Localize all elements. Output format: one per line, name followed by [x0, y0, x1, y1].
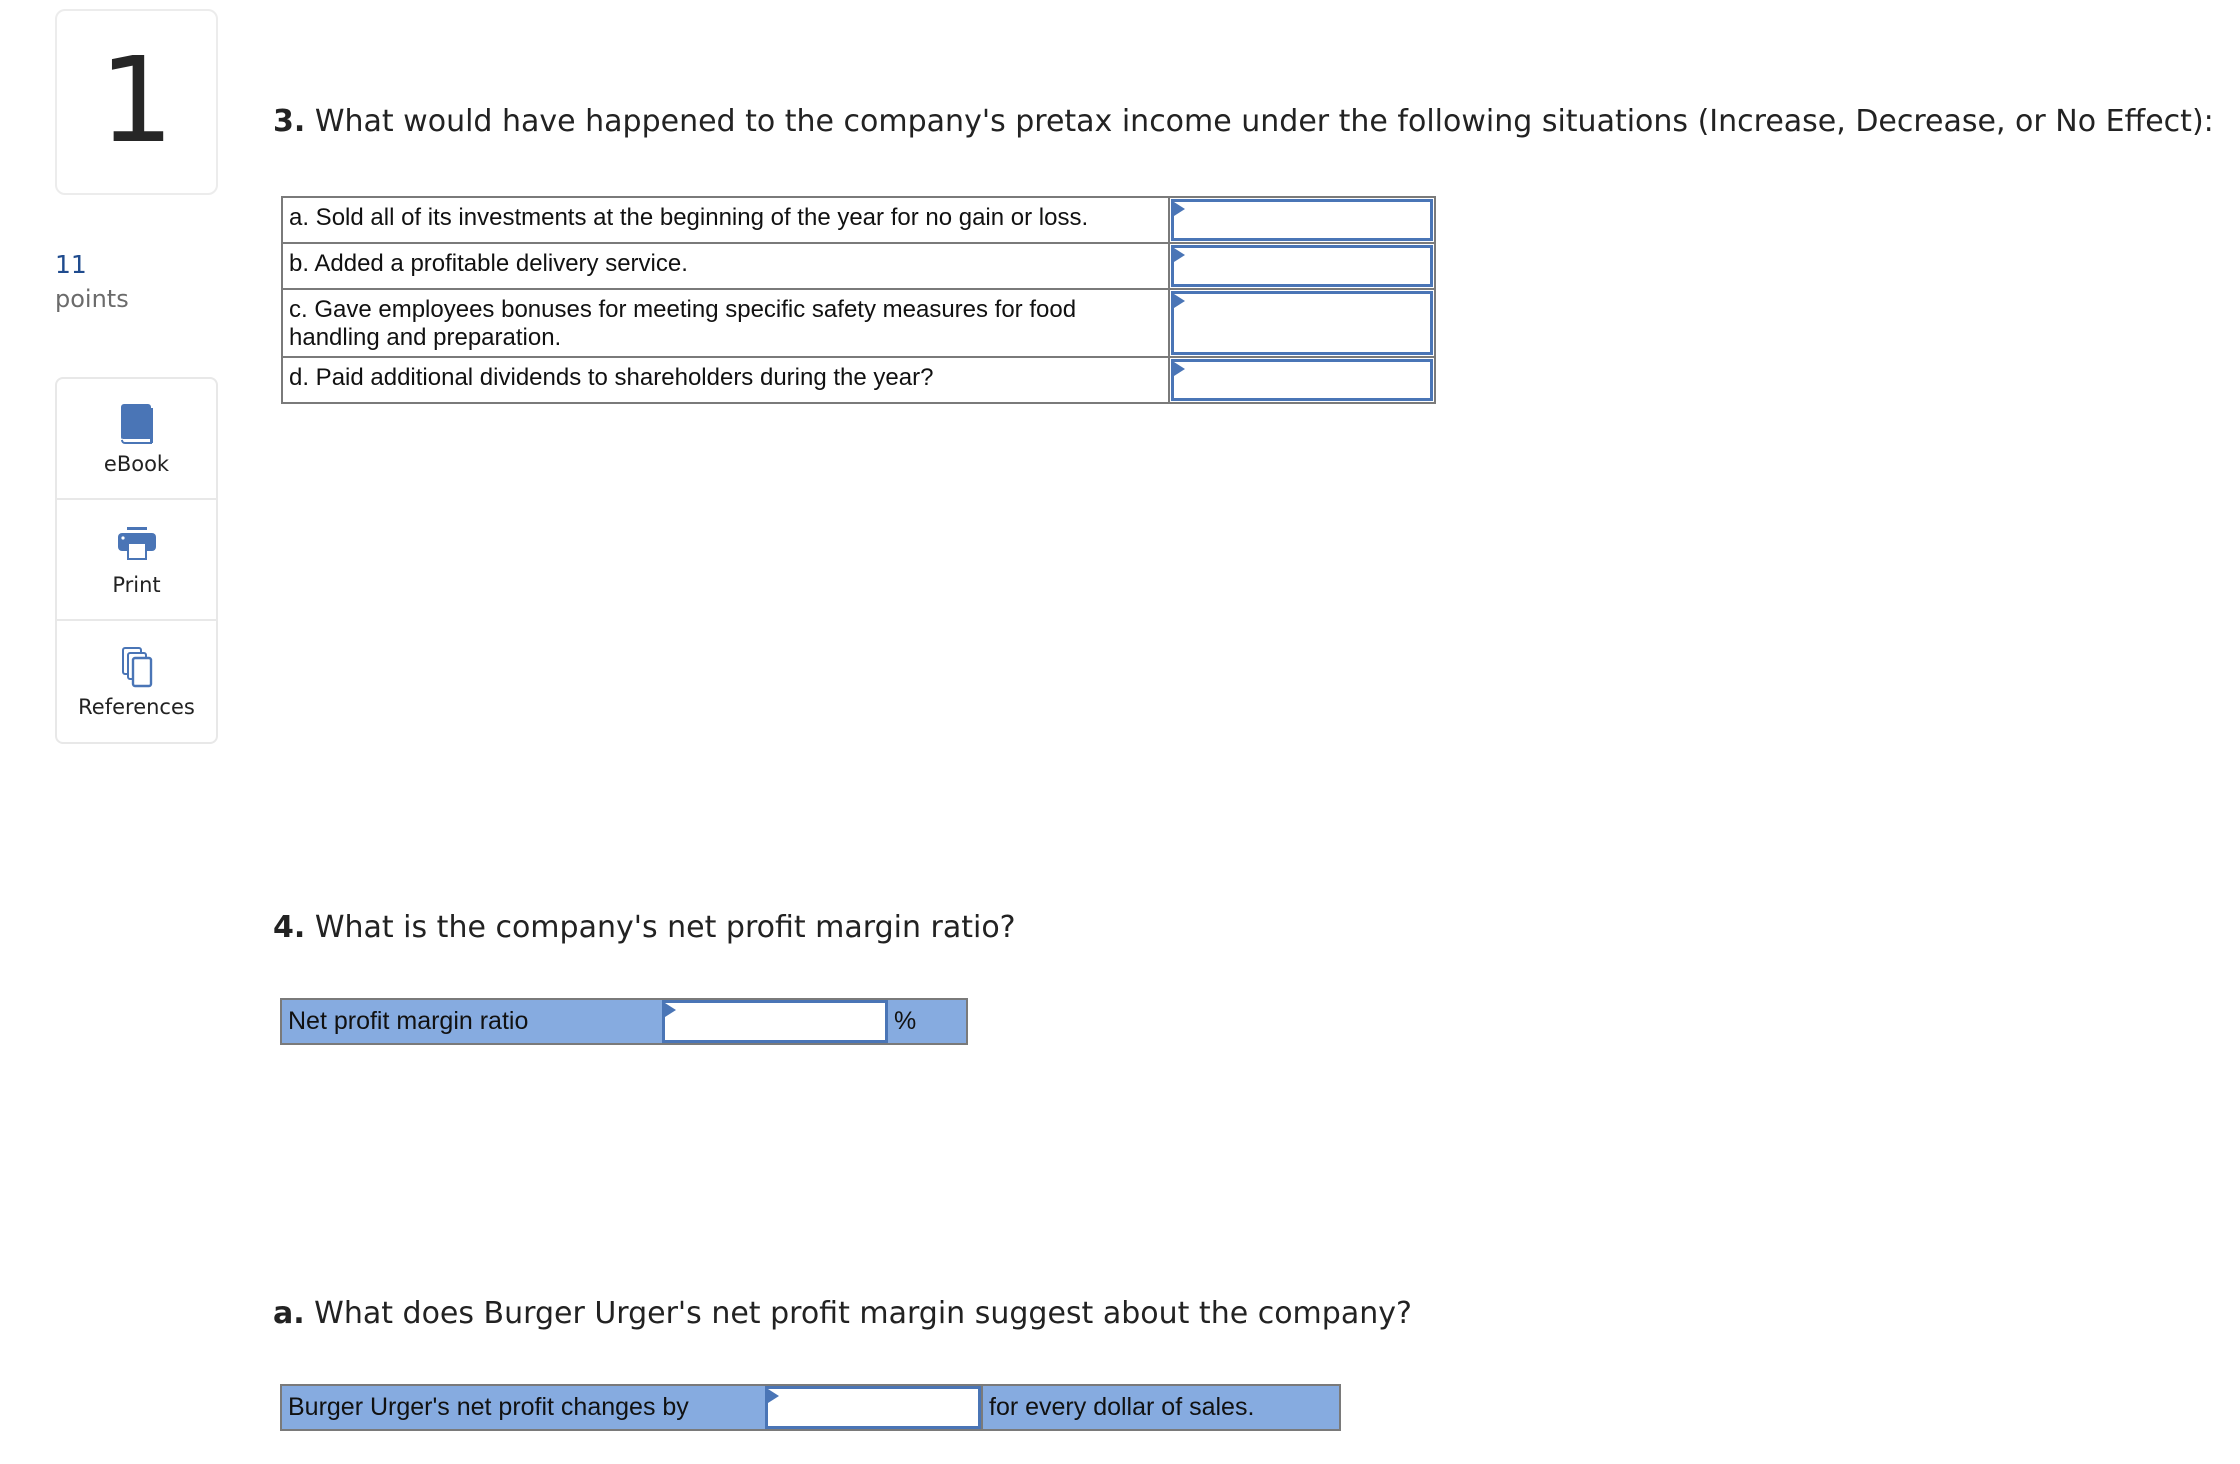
- q4-number: 4.: [273, 910, 306, 945]
- net-profit-change-suffix: for every dollar of sales.: [981, 1386, 1339, 1429]
- net-profit-margin-label: Net profit margin ratio: [288, 1007, 529, 1035]
- q3-heading: [273, 104, 2214, 139]
- q4-heading: [273, 910, 1016, 945]
- dropdown-indicator-icon: [1174, 362, 1185, 376]
- situation-c-dropdown[interactable]: [1171, 291, 1433, 355]
- references-label: References: [78, 694, 195, 719]
- references-button[interactable]: [57, 621, 216, 742]
- situation-label: c. Gave employees bonuses for meeting specific safety measures for food handling and preparation.: [282, 289, 1169, 357]
- table-row: [282, 197, 1435, 243]
- print-button[interactable]: [57, 500, 216, 621]
- situations-table: [281, 196, 1436, 404]
- net-profit-change-input[interactable]: [765, 1386, 981, 1429]
- qa-text: What does Burger Urger's net profit margin suggest about the company?: [304, 1296, 1412, 1331]
- situation-b-dropdown[interactable]: [1171, 245, 1433, 287]
- tools-panel: [55, 377, 218, 744]
- input-indicator-icon: [768, 1389, 779, 1403]
- book-icon: [117, 402, 157, 446]
- dropdown-indicator-icon: [1174, 294, 1185, 308]
- net-profit-margin-input[interactable]: [662, 1000, 888, 1043]
- situation-a-dropdown[interactable]: [1171, 199, 1433, 241]
- table-row: [282, 289, 1435, 357]
- situation-label: d. Paid additional dividends to shareholders during the year?: [282, 357, 1169, 403]
- question-number: 1: [98, 31, 175, 169]
- percent-unit: %: [894, 1007, 917, 1035]
- points-label: points: [55, 285, 129, 313]
- dropdown-indicator-icon: [1174, 248, 1185, 262]
- situation-label: a. Sold all of its investments at the beginning of the year for no gain or loss.: [282, 197, 1169, 243]
- q3-text: What would have happened to the company's pretax income under the following situations (Increase, Decrease, or No Effect):: [305, 104, 2214, 139]
- situation-d-dropdown[interactable]: [1171, 359, 1433, 401]
- input-indicator-icon: [665, 1003, 676, 1017]
- qa-number: a.: [273, 1296, 305, 1331]
- table-row: [282, 357, 1435, 403]
- table-row: [282, 243, 1435, 289]
- documents-icon: [117, 645, 157, 689]
- q3-number: 3.: [273, 104, 306, 139]
- ebook-button[interactable]: [57, 379, 216, 500]
- net-profit-change-row: [280, 1384, 1341, 1431]
- dropdown-indicator-icon: [1174, 202, 1185, 216]
- situation-label: b. Added a profitable delivery service.: [282, 243, 1169, 289]
- question-number-box: [55, 9, 218, 195]
- print-label: Print: [112, 572, 161, 597]
- net-profit-margin-row: [280, 998, 968, 1045]
- net-profit-change-prefix: Burger Urger's net profit changes by: [288, 1393, 689, 1421]
- q4-text: What is the company's net profit margin ratio?: [305, 910, 1016, 945]
- points-value: 11: [55, 250, 87, 279]
- qa-heading: [273, 1296, 1412, 1331]
- printer-icon: [117, 523, 157, 567]
- ebook-label: eBook: [103, 451, 170, 476]
